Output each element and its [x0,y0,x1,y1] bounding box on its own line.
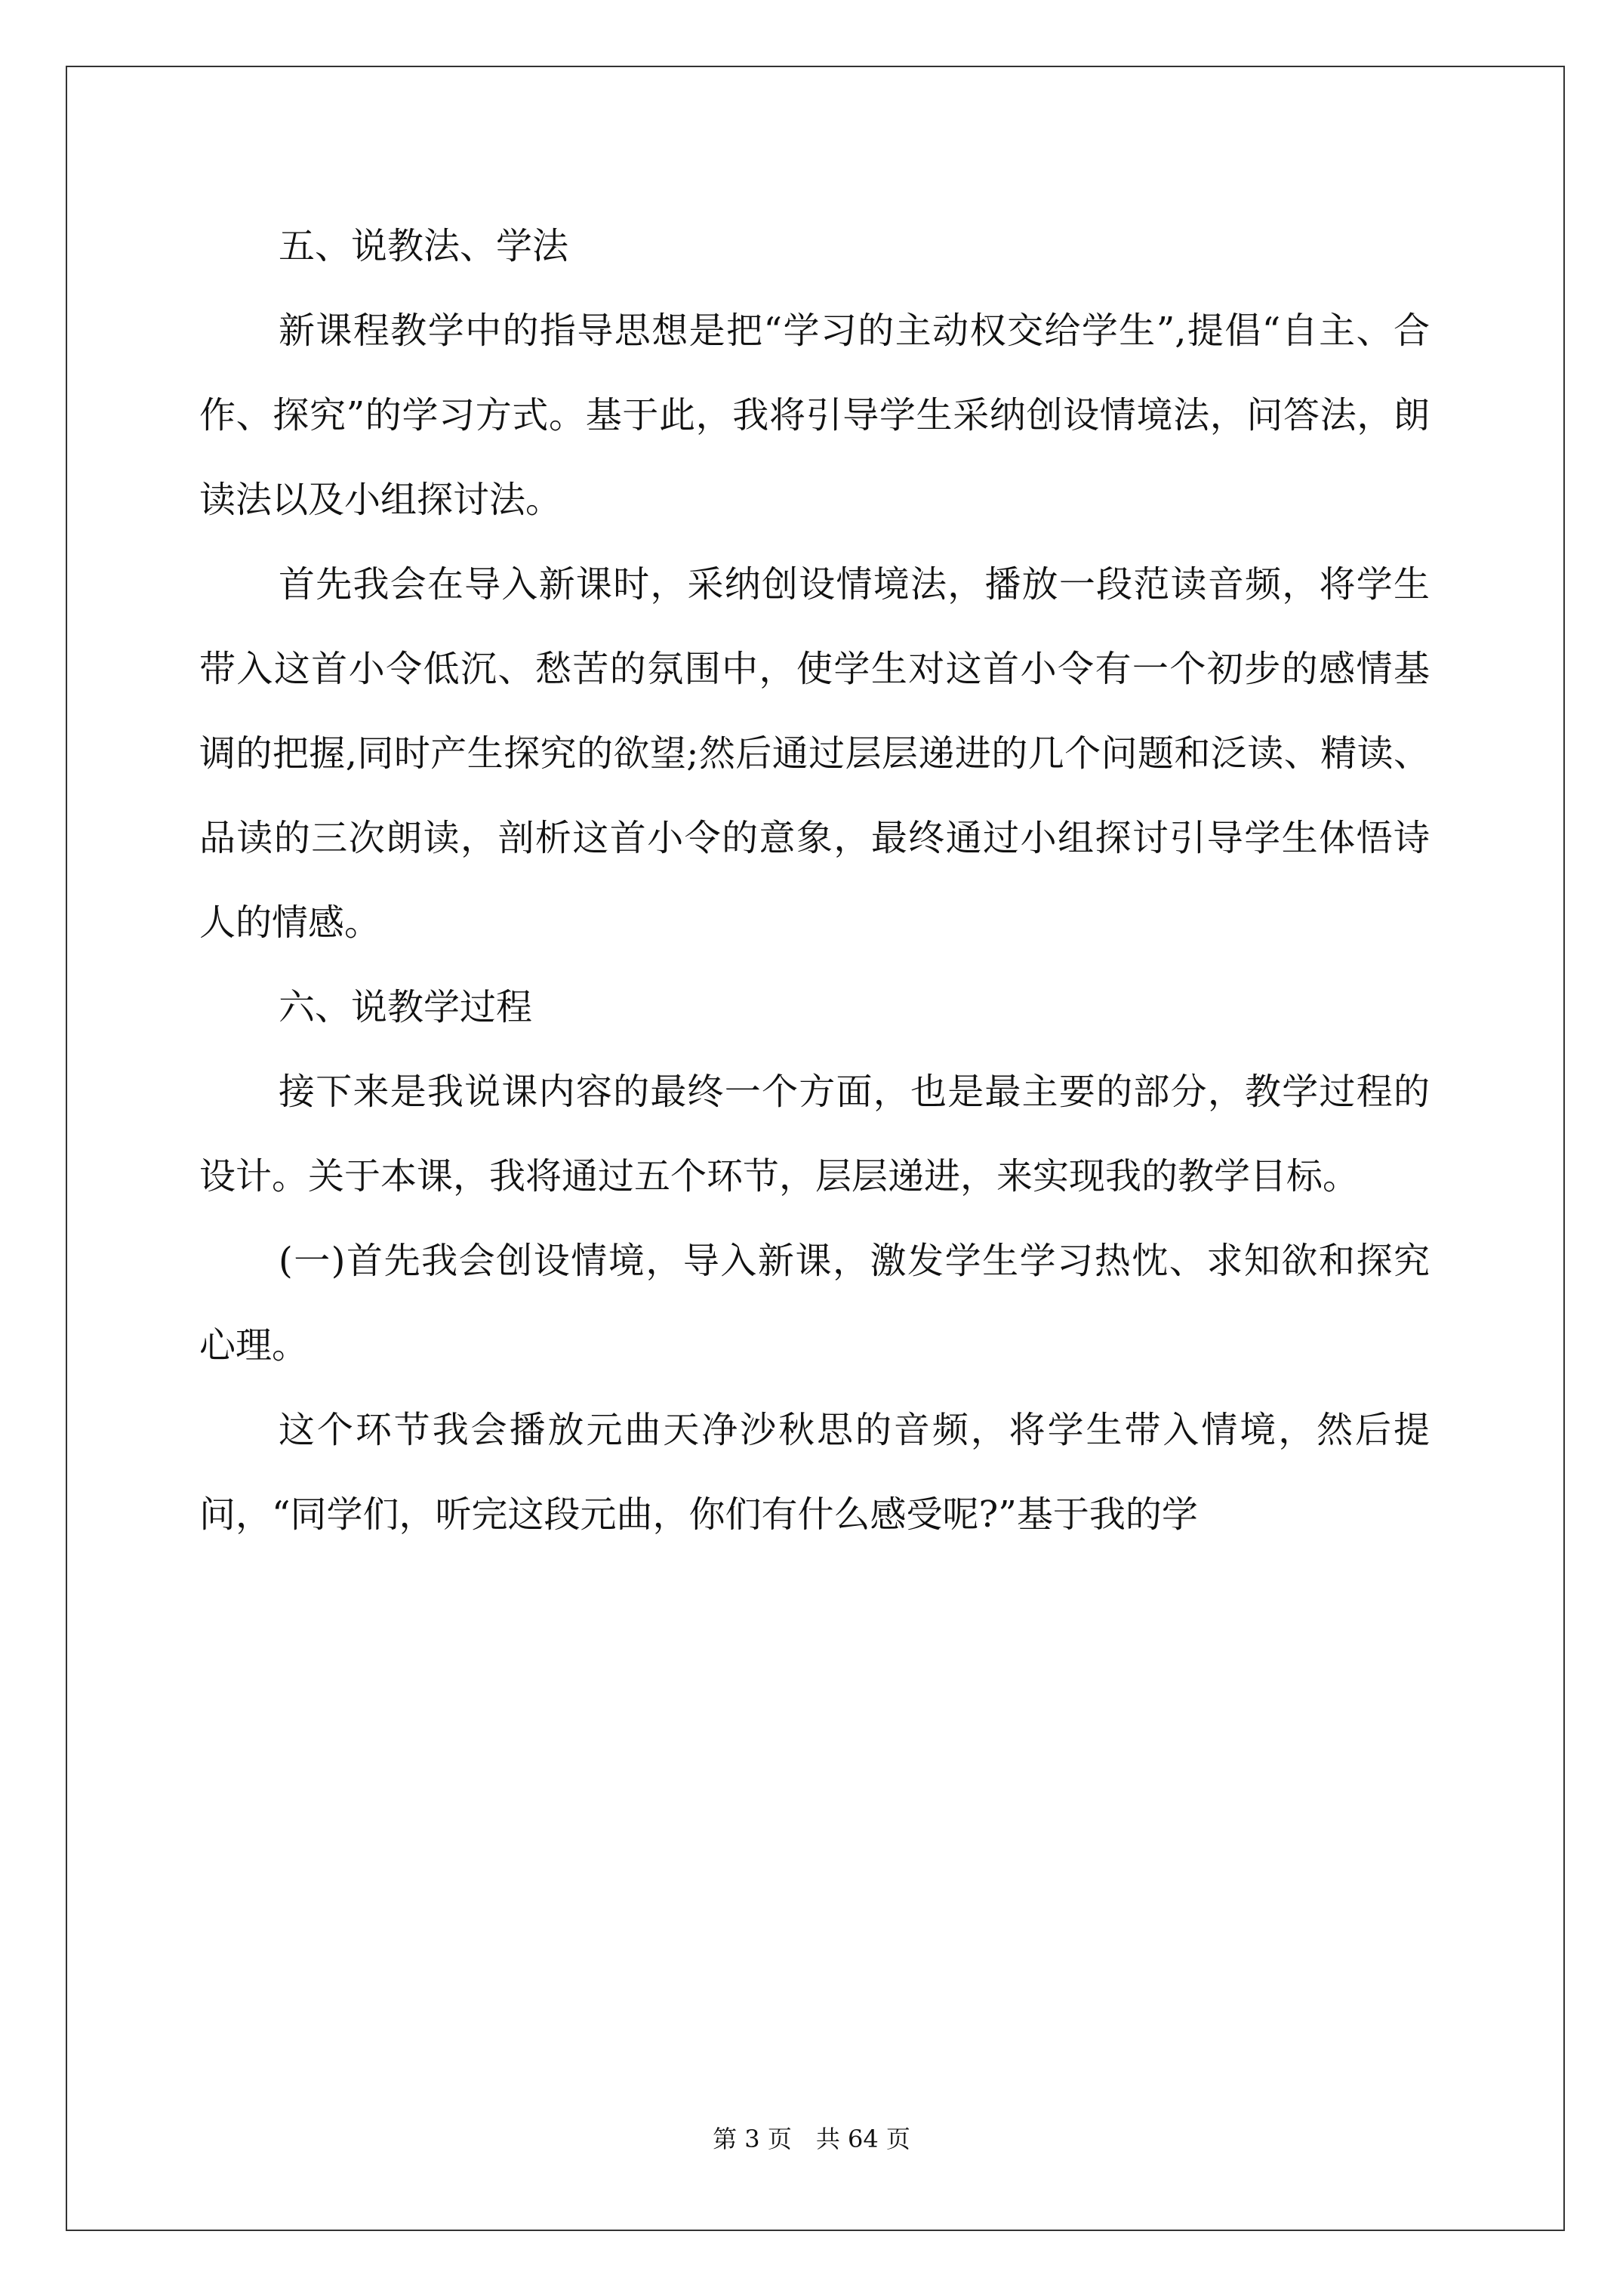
paragraph-step-one: (一)首先我会创设情境，导入新课，激发学生学习热忱、求知欲和探究心理。 [199,1240,1430,1367]
page-number-footer: 第 3 页 共 64 页 [713,2125,910,2153]
paragraph-guiding-idea: 新课程教学中的指导思想是把“学习的主动权交给学生”,提倡“自主、合作、探究”的学习方式。基于此，我将引导学生采纳创设情境法，问答法，朗读法以及小组探讨法。 [199,310,1430,521]
paragraph-step-one-detail: 这个环节我会播放元曲天净沙秋思的音频，将学生带入情境，然后提问，“同学们，听完这段元曲，你们有什么感受呢?”基于我的学 [199,1409,1430,1536]
paragraph-method-steps: 首先我会在导入新课时，采纳创设情境法，播放一段范读音频，将学生带入这首小令低沉、愁苦的氛围中，使学生对这首小令有一个初步的感情基调的把握,同时产生探究的欲望;然后通过层层递进的几个问题和泛读、精读、品读的三次朗读，剖析这首小令的意象，最终通过小组探讨引导学生体悟诗人的情感。 [199,563,1430,944]
section-heading-methods: 五、说教法、学法 [279,225,569,267]
paragraph-process-intro: 接下来是我说课内容的最终一个方面，也是最主要的部分，教学过程的设计。关于本课，我将通过五个环节，层层递进，来实现我的教学目标。 [199,1071,1430,1197]
section-heading-process: 六、说教学过程 [279,986,533,1028]
document-body [199,204,1430,1557]
